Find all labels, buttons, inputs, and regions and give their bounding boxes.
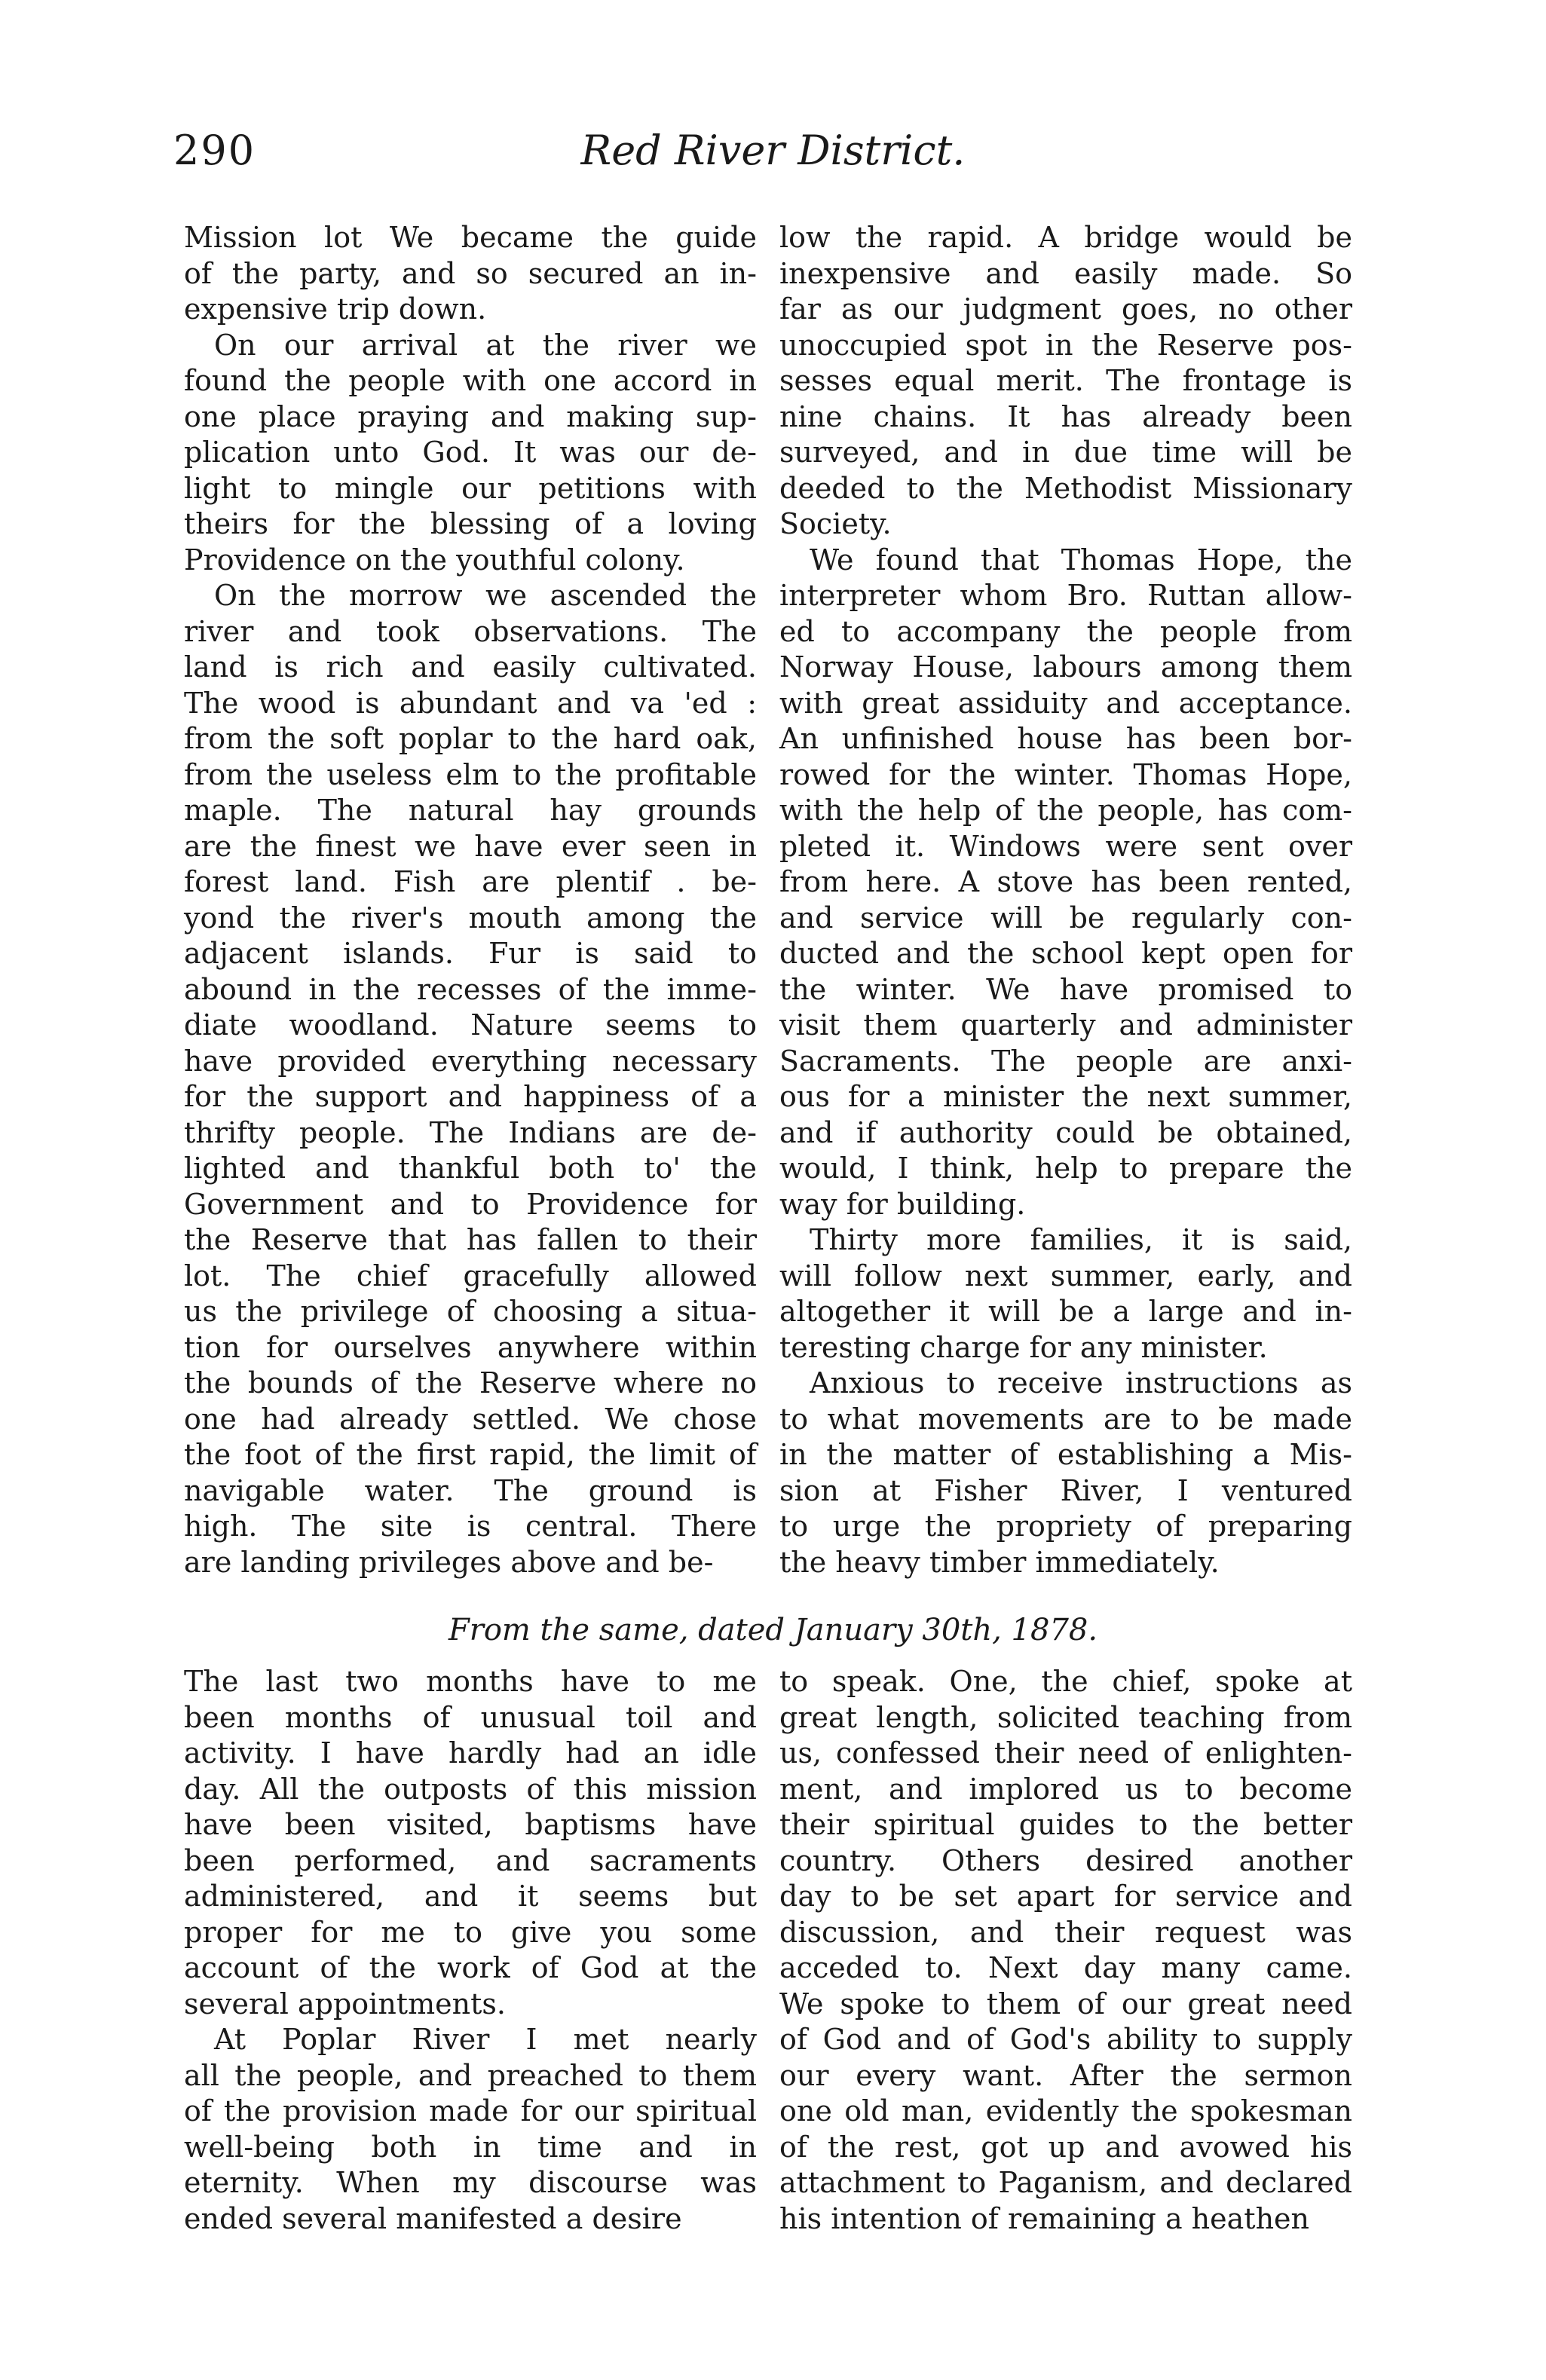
text-line: On our arrival at the river we (214, 328, 757, 362)
text-line: would, I think, help to prepare the (779, 1152, 1352, 1185)
text-line: one old man, evidently the spokesman (779, 2094, 1352, 2128)
running-head: Red River District. (580, 127, 966, 174)
text-line: eternity. When my discourse was (184, 2166, 757, 2199)
text-line: sesses equal merit. The frontage is (779, 364, 1352, 397)
text-line: ended several manifested a desire (184, 2201, 682, 2235)
text-line: acceded to. Next day many came. (779, 1951, 1352, 1984)
text-line: river and took observations. The (184, 614, 757, 648)
text-line: found the people with one accord in (184, 364, 757, 397)
text-line: of the rest, got up and avowed his (779, 2130, 1352, 2164)
text-line: and if authority could be obtained, (779, 1115, 1352, 1149)
text-line: administered, and it seems but (184, 1880, 757, 1913)
text-line: of God and of God's ability to supply (779, 2023, 1352, 2056)
text-line: of the party, and so secured an in- (184, 256, 757, 290)
text-line: and service will be regularly con- (779, 901, 1352, 935)
text-line: forest land. Fish are plentif . be- (184, 865, 757, 898)
text-line: day. All the outposts of this mission (184, 1772, 757, 1806)
text-line: way for building. (779, 1187, 1026, 1221)
text-line: attachment to Paganism, and declared (779, 2166, 1352, 2199)
text-line: discussion, and their request was (779, 1915, 1352, 1949)
text-line: navigable water. The ground is (184, 1473, 757, 1507)
text-line: far as our judgment goes, no other (779, 292, 1352, 326)
text-line: abound in the recesses of the imme- (184, 972, 757, 1006)
text-line: one had already settled. We chose (184, 1402, 757, 1436)
section2-right-column (779, 1664, 1352, 2237)
text-line: one place praying and making sup- (184, 399, 757, 433)
text-line: the Reserve that has fallen to their (184, 1223, 757, 1256)
text-line: rowed for the winter. Thomas Hope, (779, 757, 1352, 791)
text-line: with great assiduity and acceptance. (779, 686, 1352, 720)
text-line: Providence on the youthful colony. (184, 543, 685, 577)
text-line: teresting charge for any minister. (779, 1330, 1268, 1364)
text-line: with the help of the people, has com- (779, 794, 1352, 827)
text-line: expensive trip down. (184, 292, 487, 326)
text-line: We spoke to them of our great need (779, 1987, 1352, 2021)
text-line: low the rapid. A bridge would be (779, 221, 1352, 254)
text-line: theirs for the blessing of a loving (184, 507, 757, 540)
text-line: lighted and thankful both to' the (184, 1152, 757, 1185)
text-line: in the matter of establishing a Mis- (779, 1438, 1352, 1471)
text-line: tion for ourselves anywhere within (184, 1330, 757, 1364)
text-line: have been visited, baptisms have (184, 1808, 757, 1841)
page-number: 290 (173, 127, 256, 174)
text-line: inexpensive and easily made. So (779, 256, 1352, 290)
text-line: country. Others desired another (779, 1843, 1352, 1877)
text-line: nine chains. It has already been (779, 399, 1352, 433)
text-line: The last two months have to me (184, 1665, 757, 1698)
text-line: the foot of the first rapid, the limit of (184, 1438, 757, 1471)
text-line: Society. (779, 507, 892, 540)
text-line: us the privilege of choosing a situa- (184, 1295, 757, 1328)
text-line: high. The site is central. There (184, 1510, 757, 1543)
text-line: from the soft poplar to the hard oak, (184, 722, 757, 755)
text-line: great length, solicited teaching from (779, 1700, 1352, 1734)
text-line: all the people, and preached to them (184, 2058, 757, 2092)
text-line: light to mingle our petitions with (184, 471, 757, 505)
text-line: been performed, and sacraments (184, 1843, 757, 1877)
text-line: us, confessed their need of enlighten- (779, 1736, 1352, 1770)
text-line: visit them quarterly and administer (779, 1008, 1352, 1042)
text-line: thrifty people. The Indians are de- (184, 1115, 757, 1149)
text-line: We found that Thomas Hope, the (810, 543, 1352, 577)
text-line: their spiritual guides to the better (779, 1808, 1352, 1841)
text-line: ed to accompany the people from (779, 614, 1352, 648)
text-line: Government and to Providence for (184, 1187, 757, 1221)
section1-left-column (184, 220, 757, 1580)
text-line: have provided everything necessary (184, 1044, 757, 1078)
text-line: lot. The chief gracefully allowed (184, 1259, 757, 1292)
text-line: will follow next summer, early, and (779, 1259, 1352, 1292)
text-line: from the useless elm to the profitable (184, 757, 757, 791)
text-line: pleted it. Windows were sent over (779, 829, 1352, 863)
section1-right-column (779, 220, 1352, 1580)
text-line: Mission lot We became the guide (184, 221, 757, 254)
text-line: his intention of remaining a heathen (779, 2201, 1309, 2235)
text-line: to what movements are to be made (779, 1402, 1352, 1436)
text-line: At Poplar River I met nearly (214, 2023, 757, 2056)
text-line: our every want. After the sermon (779, 2058, 1352, 2092)
text-line: surveyed, and in due time will be (779, 436, 1352, 469)
text-line: The wood is abundant and va 'ed : (184, 686, 757, 720)
text-line: yond the river's mouth among the (184, 901, 757, 935)
text-line: sion at Fisher River, I ventured (779, 1473, 1352, 1507)
text-line: ment, and implored us to become (779, 1772, 1352, 1806)
text-line: adjacent islands. Fur is said to (184, 937, 757, 970)
text-line: Norway House, labours among them (779, 650, 1352, 684)
text-line: Sacraments. The people are anxi- (779, 1044, 1352, 1078)
text-line: of the provision made for our spiritual (184, 2094, 757, 2128)
section-heading: From the same, dated January 30th, 1878. (448, 1613, 1098, 1647)
text-line: On the morrow we ascended the (214, 579, 757, 612)
text-line: Thirty more families, it is said, (810, 1223, 1352, 1256)
text-line: maple. The natural hay grounds (184, 794, 757, 827)
text-line: plication unto God. It was our de- (184, 436, 757, 469)
text-line: for the support and happiness of a (184, 1080, 757, 1113)
text-line: been months of unusual toil and (184, 1700, 757, 1734)
text-line: the heavy timber immediately. (779, 1545, 1220, 1579)
text-line: are landing privileges above and be- (184, 1545, 714, 1579)
section2-left-column (184, 1664, 757, 2237)
text-line: An unfinished house has been bor- (779, 722, 1352, 755)
text-line: to speak. One, the chief, spoke at (779, 1665, 1352, 1698)
text-line: activity. I have hardly had an idle (184, 1736, 757, 1770)
text-line: interpreter whom Bro. Ruttan allow- (779, 579, 1352, 612)
text-line: proper for me to give you some (184, 1915, 757, 1949)
text-line: the bounds of the Reserve where no (184, 1366, 757, 1400)
text-line: unoccupied spot in the Reserve pos- (779, 328, 1352, 362)
text-line: deeded to the Methodist Missionary (779, 471, 1352, 505)
text-line: several appointments. (184, 1987, 506, 2021)
text-line: altogether it will be a large and in- (779, 1295, 1352, 1328)
text-line: diate woodland. Nature seems to (184, 1008, 757, 1042)
text-line: the winter. We have promised to (779, 972, 1352, 1006)
text-line: day to be set apart for service and (779, 1880, 1352, 1913)
text-line: account of the work of God at the (184, 1951, 757, 1984)
text-line: ducted and the school kept open for (779, 937, 1352, 970)
text-line: from here. A stove has been rented, (779, 865, 1352, 898)
text-line: to urge the propriety of preparing (779, 1510, 1352, 1543)
text-line: land is rich and easily cultivated. (184, 650, 757, 684)
text-line: ous for a minister the next summer, (779, 1080, 1352, 1113)
text-line: well-being both in time and in (184, 2130, 757, 2164)
text-line: Anxious to receive instructions as (810, 1366, 1352, 1400)
text-line: are the finest we have ever seen in (184, 829, 757, 863)
